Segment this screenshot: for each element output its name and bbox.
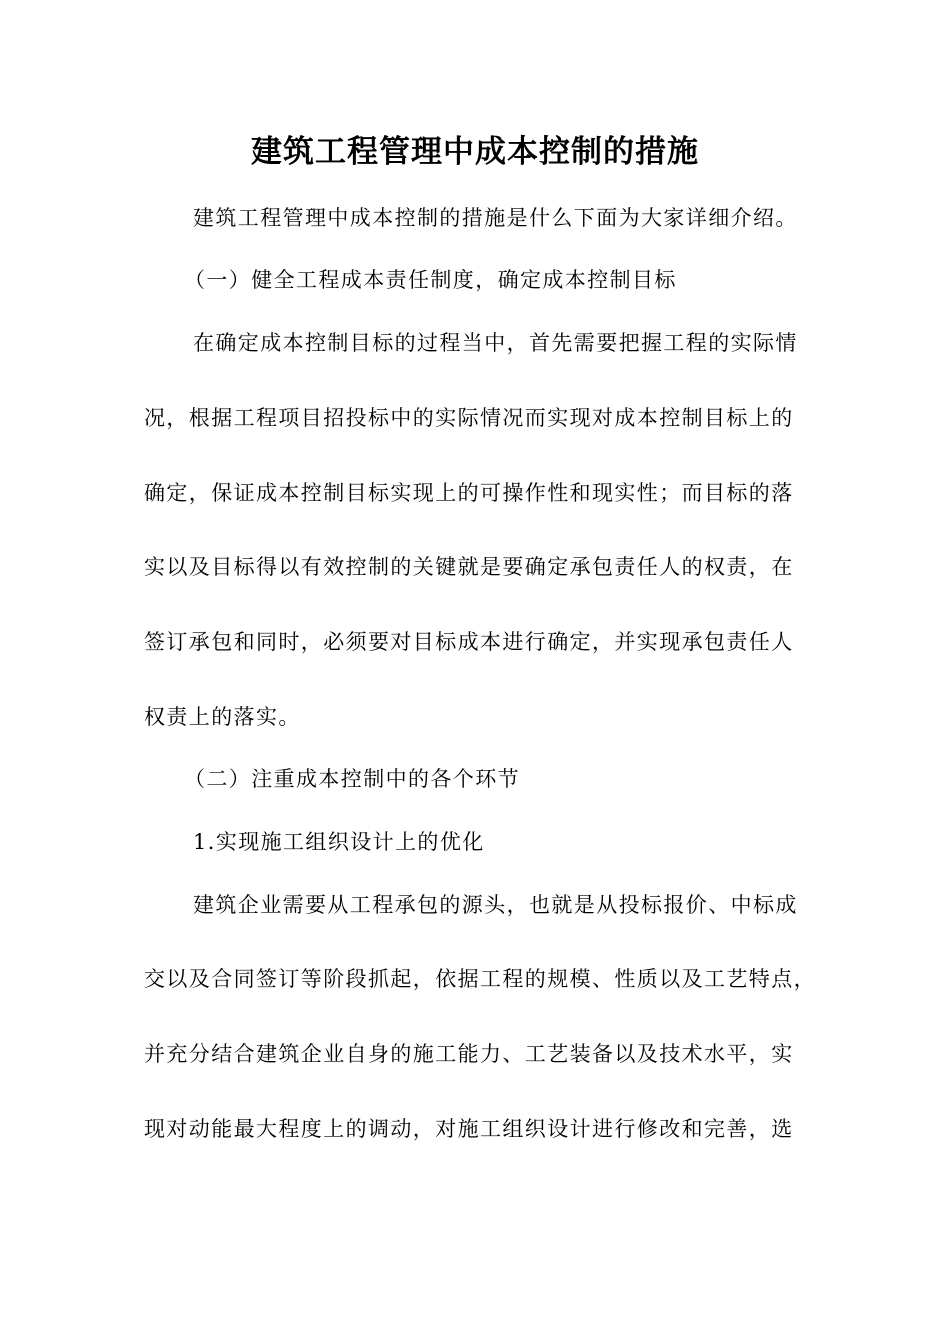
paragraph-1-line: 在确定成本控制目标的过程当中，首先需要把握工程的实际情 [193, 331, 798, 355]
paragraph-1-line: 况，根据工程项目招投标中的实际情况而实现对成本控制目标上的 [144, 406, 794, 430]
paragraph-2-line: 建筑企业需要从工程承包的源头，也就是从投标报价、中标成 [193, 893, 798, 917]
subsection-heading-1: 1.实现施工组织设计上的优化 [193, 830, 485, 854]
intro-paragraph: 建筑工程管理中成本控制的措施是什么下面为大家详细介绍。 [193, 206, 798, 230]
paragraph-1-line: 确定，保证成本控制目标实现上的可操作性和现实性；而目标的落 [144, 481, 794, 505]
section-heading-2: （二）注重成本控制中的各个环节 [184, 767, 520, 791]
paragraph-1-line: 权责上的落实。 [144, 705, 301, 729]
document-title: 建筑工程管理中成本控制的措施 [251, 134, 699, 170]
paragraph-2-line: 并充分结合建筑企业自身的施工能力、工艺装备以及技术水平，实 [144, 1042, 794, 1066]
paragraph-1-line: 实以及目标得以有效控制的关键就是要确定承包责任人的权责，在 [144, 555, 794, 579]
paragraph-2-line: 现对动能最大程度上的调动，对施工组织设计进行修改和完善，选 [144, 1117, 794, 1141]
section-heading-1: （一）健全工程成本责任制度，确定成本控制目标 [184, 268, 677, 292]
paragraph-2-line: 交以及合同签订等阶段抓起，依据工程的规模、性质以及工艺特点， [144, 967, 816, 991]
paragraph-1-line: 签订承包和同时，必须要对目标成本进行确定，并实现承包责任人 [144, 630, 794, 654]
